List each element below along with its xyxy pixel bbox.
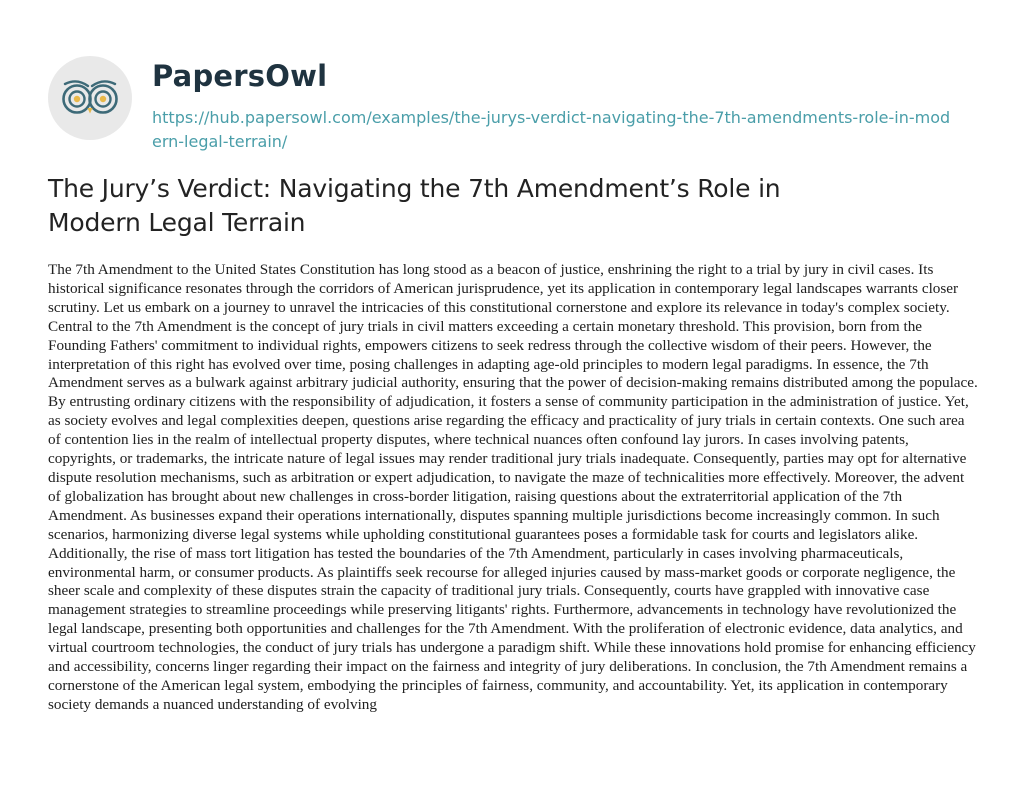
- source-url-link[interactable]: https://hub.papersowl.com/examples/the-jurys-verdict-navigating-the-7th-amendments-role-in-modern-legal-terrain/: [152, 108, 951, 151]
- brand-name: PapersOwl: [152, 59, 328, 93]
- owl-logo-graphic: [59, 75, 121, 121]
- brand-header: [48, 56, 951, 151]
- essay-body-text: The 7th Amendment to the United States Constitution has long stood as a beacon of justice, enshrining the right to a trial by jury in civil cases. Its historical significance resonates through the corridors of American jurisprudence, yet its application in contemporary legal landscapes warrants closer scrutiny. Let us embark on a journey to unravel the intricacies of this constitutional cornerstone and explore its relevance in today's complex society. Central to the 7th Amendment is the concept of jury trials in civil matters exceeding a certain monetary threshold. This provision, born from the Founding Fathers' commitment to individual rights, empowers citizens to seek redress through the collective wisdom of their peers. However, the interpretation of this right has evolved over time, posing challenges in adapting age-old principles to modern legal paradigms. In essence, the 7th Amendment serves as a bulwark against arbitrary judicial authority, ensuring that the power of decision-making remains distributed among the populace. By entrusting ordinary citizens with the responsibility of adjudication, it fosters a sense of community participation in the administration of justice. Yet, as society evolves and legal complexities deepen, questions arise regarding the efficacy and practicality of jury trials in certain contexts. One such area of contention lies in the realm of intellectual property disputes, where technical nuances often confound lay jurors. In cases involving patents, copyrights, or trademarks, the intricate nature of legal issues may render traditional jury trials inadequate. Consequently, parties may opt for alternative dispute resolution mechanisms, such as arbitration or expert adjudication, to navigate the maze of technicalities more effectively. Moreover, the advent of globalization has brought about new challenges in cross-border litigation, raising questions about the extraterritorial application of the 7th Amendment. As businesses expand their operations internationally, disputes spanning multiple jurisdictions become increasingly common. In such scenarios, harmonizing diverse legal systems while upholding constitutional guarantees poses a formidable task for courts and legislators alike. Additionally, the rise of mass tort litigation has tested the boundaries of the 7th Amendment, particularly in cases involving pharmaceuticals, environmental harm, or consumer products. As plaintiffs seek recourse for alleged injuries caused by mass-market goods or corporate negligence, the sheer scale and complexity of these disputes strain the capacity of traditional jury trials. Consequently, courts have grappled with innovative case management strategies to streamline proceedings while preserving litigants' rights. Furthermore, advancements in technology have revolutionized the legal landscape, presenting both opportunities and challenges for the 7th Amendment. With the proliferation of electronic evidence, data analytics, and virtual courtroom technologies, the conduct of jury trials has undergone a paradigm shift. While these innovations hold promise for enhancing efficiency and accessibility, concerns linger regarding their impact on the fairness and integrity of jury deliberations. In conclusion, the 7th Amendment remains a cornerstone of the American legal system, embodying the principles of fairness, community, and accountability. Yet, its application in contemporary society demands a nuanced understanding of evolving: [48, 261, 978, 713]
- brand-text-block: [152, 56, 972, 154]
- owl-logo-icon[interactable]: [48, 56, 132, 140]
- essay-title: The Jury’s Verdict: Navigating the 7th Amendment’s Role in Modern Legal Terrain: [48, 174, 781, 237]
